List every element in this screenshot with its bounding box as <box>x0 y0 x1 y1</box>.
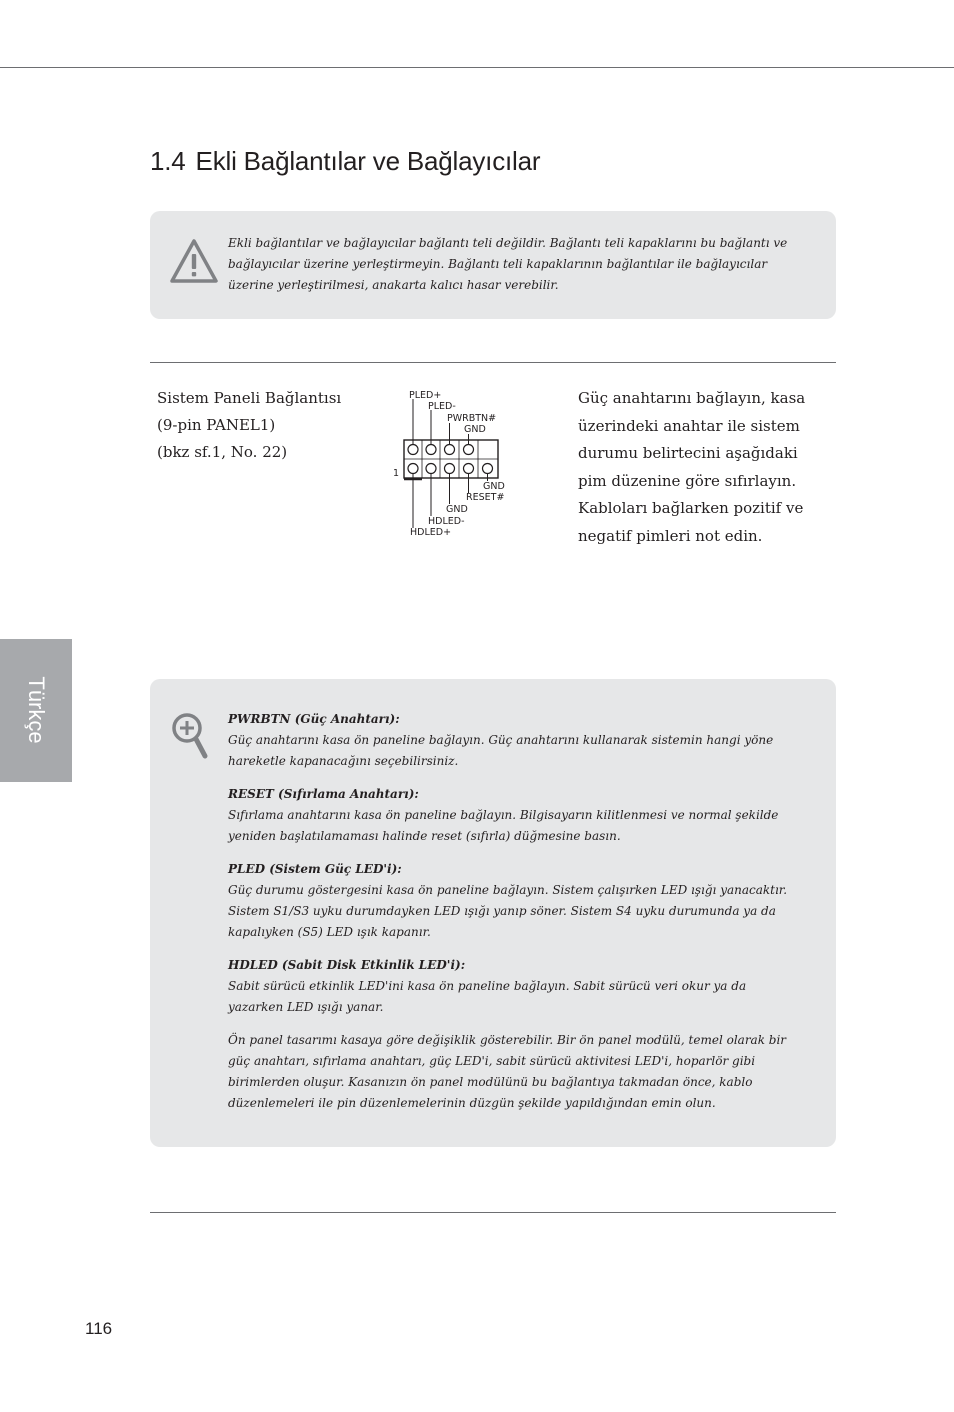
pin <box>408 445 418 455</box>
note-footer <box>228 1030 798 1114</box>
pin-label-reset: RESET# <box>466 492 505 503</box>
warning-triangle-icon <box>170 238 218 284</box>
language-tab <box>0 639 72 782</box>
note-item-pled <box>228 859 798 943</box>
note-heading: PWRBTN (Güç Anahtarı): <box>228 712 400 726</box>
pin <box>426 464 436 474</box>
pin-label-pled-plus: PLED+ <box>409 390 442 401</box>
note-footer-text: Ön panel tasarımı kasaya göre değişiklik gösterebilir. Bir ön panel modülü, temel olarak bir güç anahtarı, sıfırlama anahtarı, güç LED'i, sabit sürücü aktivitesi LED'i, hoparlör gibi birimlerden oluşur. Kasanızın ön panel modülünü bu bağlantıya takmadan önce, kablo düzenlemeleri ile pin düzenlemelerinin düzgün şekilde yapıldığından emin olun. <box>228 1033 787 1110</box>
pin-label-gnd-right: GND <box>483 481 505 492</box>
note-item-reset <box>228 784 798 847</box>
page-number: 116 <box>85 1319 113 1338</box>
section-title <box>150 146 540 177</box>
note-box <box>150 679 836 1147</box>
pin-label-pwrbtn: PWRBTN# <box>447 413 497 424</box>
note-body: Sabit sürücü etkinlik LED'ini kasa ön paneline bağlayın. Sabit sürücü veri okur ya da yazarken LED ışığı yanar. <box>228 979 747 1014</box>
section-number: 1.4 <box>150 146 186 176</box>
pin <box>464 464 474 474</box>
note-body: Güç durumu göstergesini kasa ön paneline bağlayın. Sistem çalışırken LED ışığı yanacaktır. Sistem S1/S3 uyku durumdayken LED ışığı yanıp söner. Sistem S4 uyku durumunda ya da kapalıyken (S5) LED ışık kapanır. <box>228 883 788 939</box>
pin <box>445 445 455 455</box>
caution-box <box>150 211 836 319</box>
note-body: Sıfırlama anahtarını kasa ön paneline bağlayın. Bilgisayarın kilitlenmesi ve normal şekilde yeniden başlatılamaması halinde reset (sıfırla) düğmesine basın. <box>228 808 779 843</box>
connector-name <box>157 385 377 466</box>
pin <box>408 464 418 474</box>
connector-description: Güç anahtarını bağlayın, kasa üzerindeki anahtar ile sistem durumu belirtecini aşağıdaki pim düzenine göre sıfırlayın. Kabloları bağlarken pozitif ve negatif pimleri not edin. <box>578 389 806 545</box>
section-title-text: Ekli Bağlantılar ve Bağlayıcılar <box>195 146 541 176</box>
panel-pin-diagram <box>388 385 528 545</box>
connector-name-line: (bkz sf.1, No. 22) <box>157 443 288 461</box>
pin <box>464 445 474 455</box>
note-item-hdled <box>228 955 798 1018</box>
top-rule <box>0 67 954 68</box>
pin-label-hdled-minus: HDLED- <box>428 516 465 527</box>
note-heading: HDLED (Sabit Disk Etkinlik LED'i): <box>228 958 466 972</box>
pin-label-gnd-bottom: GND <box>446 504 468 515</box>
note-heading: RESET (Sıfırlama Anahtarı): <box>228 787 419 801</box>
pin-label-hdled-plus: HDLED+ <box>410 527 452 538</box>
pin-one-label: 1 <box>393 468 400 479</box>
connector-name-line: Sistem Paneli Bağlantısı <box>157 389 342 407</box>
section-divider <box>150 362 836 363</box>
note-heading: PLED (Sistem Güç LED'i): <box>228 862 402 876</box>
pin <box>426 445 436 455</box>
magnifier-plus-icon <box>170 711 210 761</box>
bottom-divider <box>150 1212 836 1213</box>
note-body: Güç anahtarını kasa ön paneline bağlayın. Güç anahtarını kullanarak sistemin hangi yöne hareketle kapanacağını seçebilirsiniz. <box>228 733 774 768</box>
pin-label-gnd-top: GND <box>464 424 486 435</box>
caution-text: Ekli bağlantılar ve bağlayıcılar bağlantı teli değildir. Bağlantı teli kapaklarını bu bağlantı ve bağlayıcılar üzerine yerleştirmeyin. Bağlantı teli kapaklarının bağlantılar ile bağlayıcılar üzerine yerleştirilmesi, anakarta kalıcı hasar verebilir. <box>228 236 788 292</box>
note-item-pwrbtn <box>228 709 798 772</box>
note-content <box>228 709 798 1126</box>
connector-name-line: (9-pin PANEL1) <box>157 416 276 434</box>
pin <box>445 464 455 474</box>
pin <box>483 464 493 474</box>
language-tab-label: Türkçe <box>24 676 49 744</box>
pin-label-pled-minus: PLED- <box>428 401 456 412</box>
